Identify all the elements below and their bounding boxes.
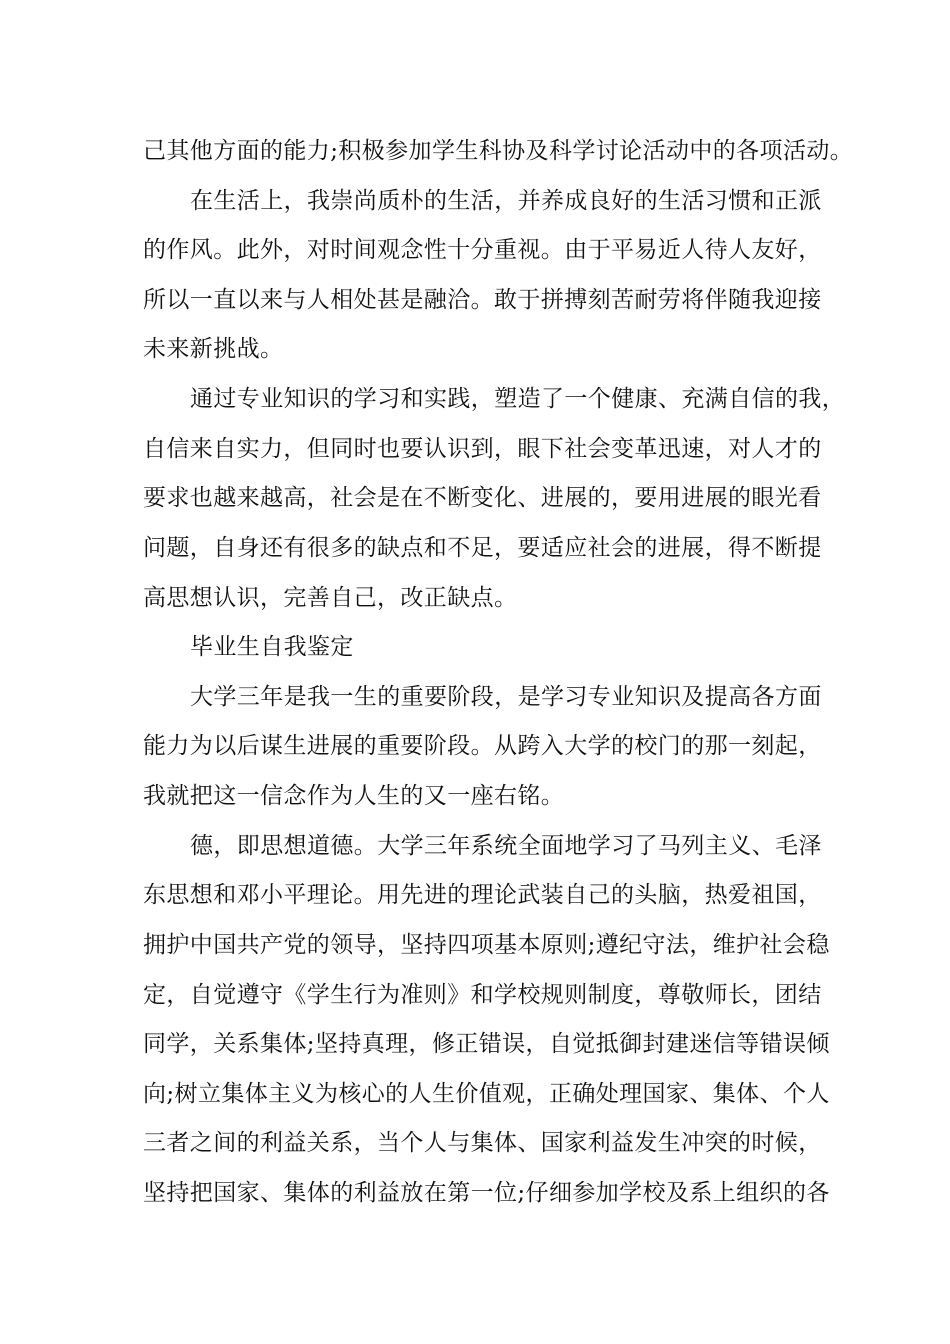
paragraph-start-line: 通过专业知识的学习和实践，塑造了一个健康、充满自信的我，	[190, 386, 846, 412]
text-line: 我就把这一信念作为人生的又一座右铭。	[143, 783, 565, 809]
text-line: 高思想认识，完善自己，改正缺点。	[143, 585, 518, 611]
text-line: 定，自觉遵守《学生行为准则》和学校规则制度，尊敬师长，团结	[143, 982, 822, 1008]
paragraph-start-line: 大学三年是我一生的重要阶段，是学习专业知识及提高各方面	[190, 684, 822, 710]
text-line: 所以一直以来与人相处甚是融洽。敢于拼搏刻苦耐劳将伴随我迎接	[143, 287, 822, 313]
paragraph-start-line: 在生活上，我崇尚质朴的生活，并养成良好的生活习惯和正派	[190, 188, 822, 214]
text-line: 东思想和邓小平理论。用先进的理论武装自己的头脑，热爱祖国，	[143, 882, 822, 908]
text-line: 拥护中国共产党的领导，坚持四项基本原则;遵纪守法，维护社会稳	[143, 932, 830, 958]
text-line: 要求也越来越高，社会是在不断变化、进展的，要用进展的眼光看	[143, 485, 822, 511]
text-line: 自信来自实力，但同时也要认识到，眼下社会变革迅速，对人才的	[143, 436, 822, 462]
text-line: 问题，自身还有很多的缺点和不足，要适应社会的进展，得不断提	[143, 535, 822, 561]
text-line: 三者之间的利益关系，当个人与集体、国家利益发生冲突的时候，	[143, 1130, 822, 1156]
section-heading: 毕业生自我鉴定	[190, 634, 354, 660]
text-line: 坚持把国家、集体的利益放在第一位;仔细参加学校及系上组织的各	[143, 1180, 830, 1206]
text-line: 己其他方面的能力;积极参加学生科协及科学讨论活动中的各项活动。	[143, 138, 854, 164]
text-line: 能力为以后谋生进展的重要阶段。从跨入大学的校门的那一刻起，	[143, 733, 822, 759]
text-line: 未来新挑战。	[143, 336, 284, 362]
text-line: 向;树立集体主义为核心的人生价值观，正确处理国家、集体、个人	[143, 1081, 830, 1107]
text-line: 同学，关系集体;坚持真理，修正错误，自觉抵御封建迷信等错误倾	[143, 1031, 830, 1057]
paragraph-start-line: 德，即思想道德。大学三年系统全面地学习了马列主义、毛泽	[190, 833, 822, 859]
text-line: 的作风。此外，对时间观念性十分重视。由于平易近人待人友好，	[143, 237, 822, 263]
